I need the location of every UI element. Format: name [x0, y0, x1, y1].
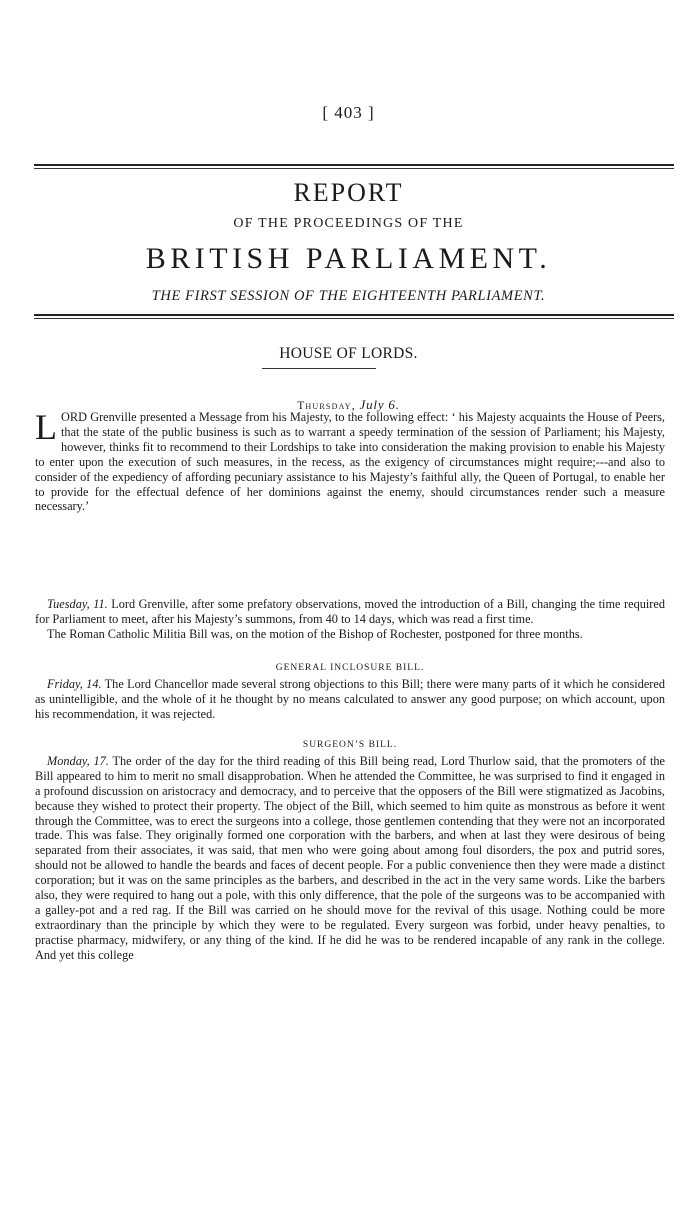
militia-bill-text: The Roman Catholic Militia Bill was, on the motion of the Bishop of Rochester, postponed for three months.	[47, 626, 583, 641]
proceedings-subtitle: OF THE PROCEEDINGS OF THE	[233, 216, 464, 231]
session-subtitle: THE FIRST SESSION OF THE EIGHTEENTH PARLIAMENT.	[151, 288, 546, 304]
surgeons-text: The order of the day for the third reading of this Bill being read, Lord Thurlow said, that the promoters of the Bill appeared to him to merit no small disapprobation. When he attended the Committee, he was surprised to find it engaged in a profound discussion on aristocracy and democracy, and to perceive that the opposers of the Bill were stigmatized as Jacobins, because they wished to protect their property. The object of the Bill, which seemed to him quite as monstrous as before it went through the Committee, was to erect the surgeons into a college, those gentlemen contending that they were not an incorporated trade. This was false. They originally formed one corporation with the barbers, and when at last they were desirous of being separated from their associates, it was said, that men who were going about among foul disorders, the pox and putrid sores, should not be allowed to handle the beards and faces of decent people. For a public convenience then they were made a distinct corporation; but it was on the same principles as the barbers, and described in the act in the very same words. Like the barbers also, they were required to hang out a pole, with this only difference, that the pole of the surgeons was to be accompanied with a galley-pot and a red rag. If the Bill was carried on he should move for the revival of this usage. Nothing could be more extraordinary than the principle by which they were to be regulated. Every surgeon was forbid, under heavy penalties, to practise pharmacy, midwifery, or any thing of the kind. If he did he was to be rendered incapable of any rank in the college. And yet this college	[35, 753, 666, 962]
top-rule	[34, 164, 674, 166]
drop-cap: L	[35, 407, 57, 447]
header-bottom-rule	[34, 314, 674, 316]
paragraph-message	[35, 407, 665, 514]
friday-date: Friday, 14.	[47, 676, 102, 691]
tuesday-text: Lord Grenville, after some prefatory observations, moved the introduction of a Bill, changing the time required for Parliament to meet, after his Majesty’s summons, from 40 to 14 days, which was read a first time.	[35, 597, 665, 626]
inclosure-text: The Lord Chancellor made several strong objections to this Bill; there were many parts of it which he considered as unintelligible, and the whole of it he thought by no means calculated to answer any good purpose; on which account, upon his recommendation, it was rejected.	[35, 676, 666, 721]
session-day: Thursday,	[297, 400, 356, 412]
monday-date: Monday, 17.	[47, 753, 109, 768]
report-title: REPORT	[293, 178, 404, 207]
paragraph-message-text: ORD Grenville presented a Message from his Majesty, to the following effect: ‘ his Majesty acquaints the House of Peers, that the state of the public business is such as to warrant a speedy termination of the session of Parliament; his Majesty, however, thinks fit to recommend to their Lordships to take into consideration the making provision to enable his Majesty to enter upon the execution of such measures, in the recess, as the exigency of circumstances might require;---and also to consider of the expediency of affording pecuniary assistance to his Majesty’s faithful ally, the Queen of Portugal, to enable her to provide for the effectual defence of her dominions against the enemy, should circumstances render such a measure necessary.’	[35, 410, 665, 514]
surgeons-heading: SURGEON’S BILL.	[302, 740, 398, 750]
inclosure-heading: GENERAL INCLOSURE BILL.	[275, 663, 425, 673]
page-number: [ 403 ]	[322, 103, 375, 122]
session-day-date: July 6.	[359, 397, 400, 412]
tuesday-date: Tuesday, 11.	[47, 597, 108, 611]
paragraph-tuesday	[35, 597, 665, 642]
section-surgeons	[35, 736, 665, 963]
house-heading: HOUSE OF LORDS.	[279, 345, 418, 362]
top-rule-thin	[34, 168, 674, 169]
house-underline	[262, 368, 376, 369]
section-inclosure	[35, 659, 665, 722]
parliament-title: BRITISH PARLIAMENT.	[145, 242, 552, 275]
header-bottom-rule-thin	[34, 318, 674, 319]
